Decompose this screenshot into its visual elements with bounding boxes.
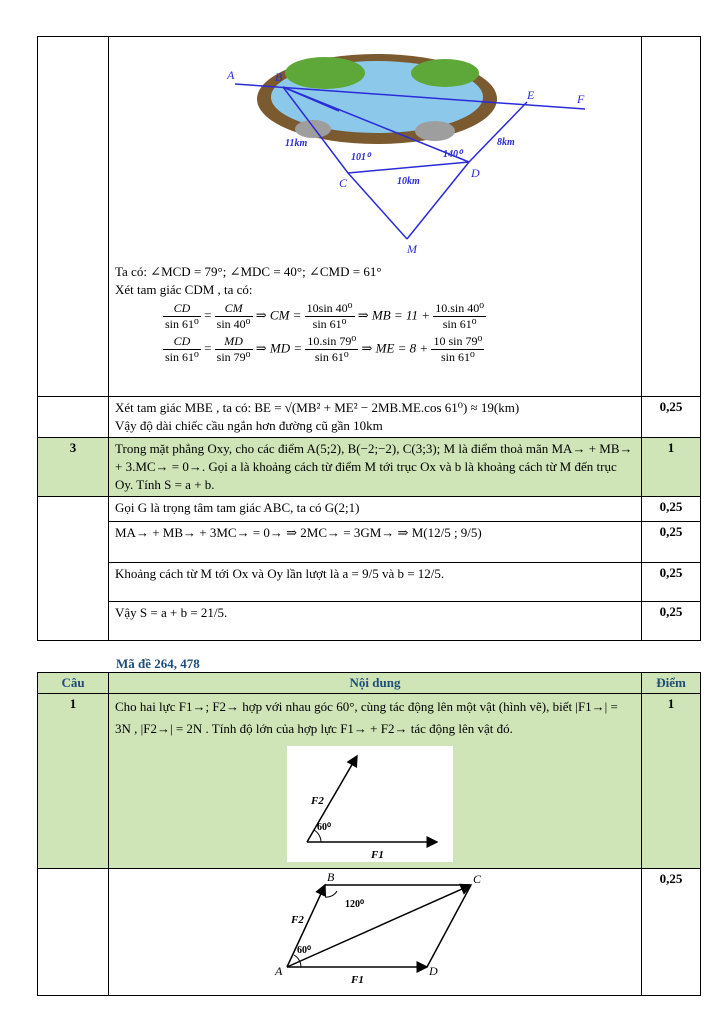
upper-num-cell [38, 37, 109, 397]
f1-label: F1 [371, 849, 384, 861]
label-A: A [227, 68, 235, 82]
pond-grass [285, 57, 365, 89]
be-line: Xét tam giác MBE , ta có: BE = √(MB² + ME² − 2MB.ME.cos 61⁰) ≈ 19(km) [115, 400, 520, 415]
q3-step-3-score: 0,25 [642, 563, 701, 602]
label-angD: 140⁰ [443, 149, 463, 160]
row2-content-cell [109, 397, 642, 438]
conclusion-line: Vậy độ dài chiếc cầu ngắn hơn đường cũ gần 10km [115, 418, 383, 433]
q3-steps-num-cell [38, 497, 109, 641]
line-DM [407, 162, 469, 239]
side-DC [427, 885, 471, 967]
label-M: M [407, 242, 417, 256]
line-CD [348, 162, 469, 173]
arc-120 [325, 891, 337, 897]
arc-60 [294, 955, 301, 967]
header-diem: Điểm [642, 673, 701, 694]
q3-step-1-score: 0,25 [642, 497, 701, 522]
q3-step-4-score: 0,25 [642, 602, 701, 641]
bridge-diagram [115, 39, 635, 259]
label-bc: 11km [285, 138, 308, 149]
label-cd: 10km [397, 176, 420, 187]
equation-1: $\frac{CD}{\text{sin 61⁰}}$ = $\frac{CM}{\text{sin 40⁰}}$ ⇒ CM = $\frac{\text{10sin 40⁰}}{\text{sin 61⁰}}$ ⇒ MB = 11 + $\frac{\text{10.sin 40⁰}}{\text{sin 61⁰}}$ [165, 301, 485, 331]
header-noidung: Nội dung [109, 673, 642, 694]
pond-rock [415, 121, 455, 141]
label-B: B [275, 70, 283, 84]
q1-score: 1 [642, 694, 701, 869]
q1-content-cell [109, 694, 642, 869]
label-D: D [471, 166, 480, 180]
parallelogram-figure [115, 871, 635, 989]
angle-label: 60⁰ [317, 822, 332, 833]
label-E: E [527, 88, 535, 102]
q1-num: 1 [38, 694, 109, 869]
upper-score-cell [642, 37, 701, 397]
pt-A: A [275, 964, 283, 978]
q3-step-2: MA→ + MB→ + 3MC→ = 0→ ⇒ 2MC→ = 3GM→ ⇒ M(12/5 ; 9/5) [109, 522, 642, 563]
exam-code-label: Mã đề 264, 478 [116, 656, 200, 671]
q1-solution-score: 0,25 [642, 869, 701, 996]
label-angC: 101⁰ [351, 152, 371, 163]
equation-2: $\frac{CD}{\text{sin 61⁰}}$ = $\frac{MD}{\text{sin 79⁰}}$ ⇒ MD = $\frac{\text{10.sin 79⁰}}{\text{sin 61⁰}}$ ⇒ ME = 8 + $\frac{\text{10 sin 79⁰}}{\text{sin 61⁰}}$ [165, 334, 483, 364]
f1-label-2: F1 [351, 974, 364, 986]
label-F: F [577, 92, 585, 106]
q3-step-2-score: 0,25 [642, 522, 701, 563]
q3-prompt: Trong mặt phẳng Oxy, cho các điểm A(5;2), B(−2;−2), C(3;3); M là điểm thoả mãn MA→ + MB→ + 3.MC→ = 0→. Gọi a là khoảng cách từ điểm M tới trục Ox và b là khoảng cách từ M đến trục Oy. Tính S = a + b. [109, 438, 642, 497]
pond-rock-2 [295, 120, 331, 138]
vec-AC [287, 885, 471, 967]
q1-prompt: Cho hai lực F1→; F2→ hợp với nhau góc 60°, cùng tác động lên một vật (hình vẽ), biết |F1→| = 3N , |F2→| = 2N . Tính độ lớn của hợp lực F1→ + F2→ tác động lên vật đó. [115, 699, 618, 736]
row2-num-cell [38, 397, 109, 438]
q3-step-4: Vậy S = a + b = 21/5. [109, 602, 642, 641]
pt-B: B [327, 871, 335, 884]
f2-label: F2 [311, 795, 324, 807]
pond-grass-2 [411, 59, 479, 87]
triangle-cdm-line: Xét tam giác CDM , ta có: [115, 282, 253, 297]
label-C: C [339, 176, 348, 190]
q3-score: 1 [642, 438, 701, 497]
q3-num: 3 [38, 438, 109, 497]
pt-C: C [473, 872, 482, 886]
f2-label-2: F2 [291, 914, 304, 926]
upper-content-cell [109, 37, 642, 397]
lower-table [37, 672, 701, 996]
angle-120: 120⁰ [345, 899, 365, 910]
force-figure [287, 746, 453, 862]
header-cau: Câu [38, 673, 109, 694]
q3-step-3: Khoảng cách từ M tới Ox và Oy lần lượt là a = 9/5 và b = 12/5. [109, 563, 642, 602]
upper-table [37, 36, 701, 641]
angles-line: Ta có: ∠MCD = 79°; ∠MDC = 40°; ∠CMD = 61° [115, 264, 382, 279]
angle-60: 60⁰ [297, 945, 312, 956]
q1-solution-cell [109, 869, 642, 996]
pt-D: D [429, 964, 438, 978]
q3-step-1: Gọi G là trọng tâm tam giác ABC, ta có G(2;1) [109, 497, 642, 522]
q1-solution-num [38, 869, 109, 996]
row2-score: 0,25 [642, 397, 701, 438]
label-de: 8km [497, 137, 515, 148]
